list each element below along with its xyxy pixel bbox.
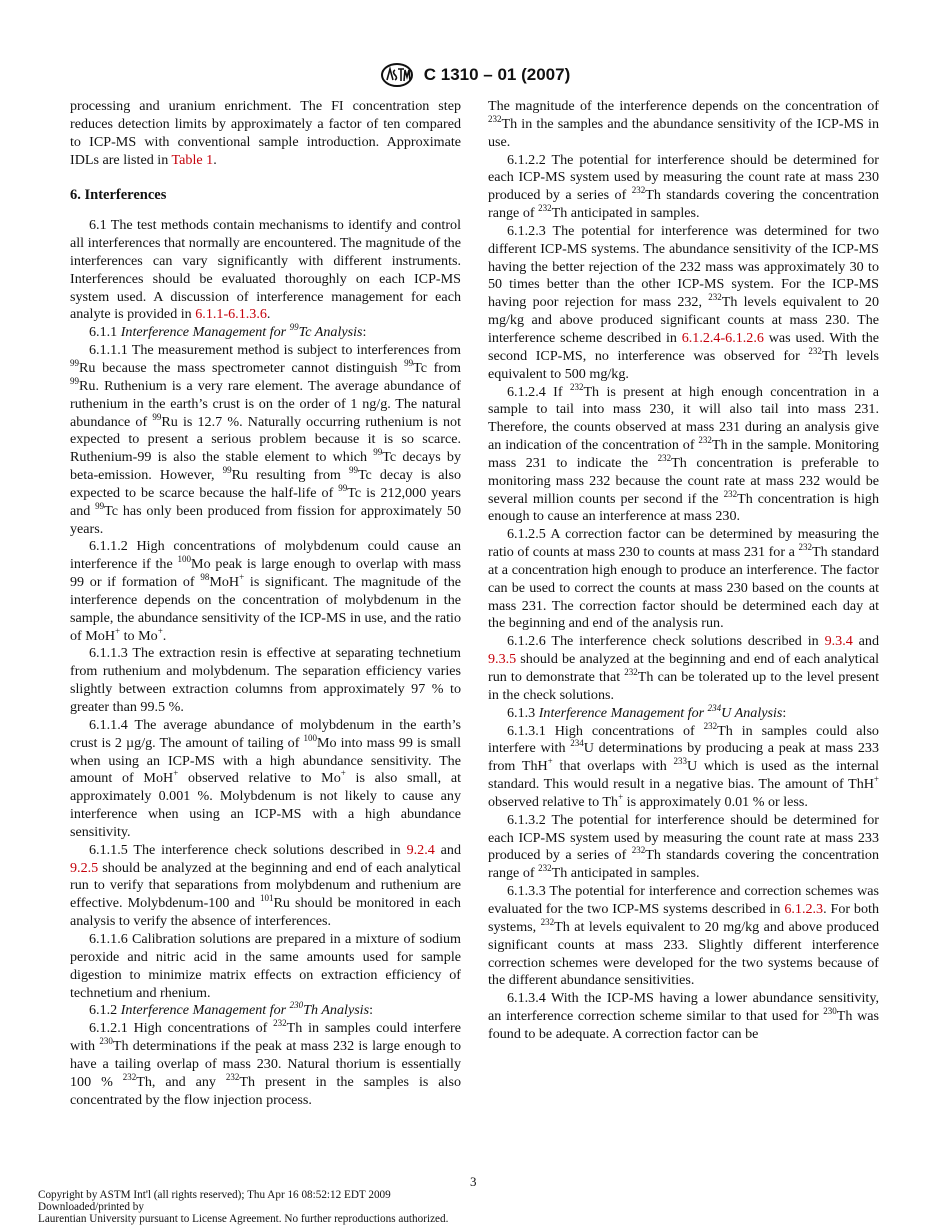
superscript: + (157, 625, 163, 636)
superscript: 232 (540, 916, 555, 927)
footer-line: Copyright by ASTM Int'l (all rights reserved); Thu Apr 16 08:52:12 EDT 2009 (38, 1189, 391, 1201)
superscript: + (239, 572, 245, 583)
superscript: 99 (152, 411, 162, 422)
superscript: 100 (303, 732, 317, 743)
cross-reference-link[interactable]: 6.1.1-6.1.3.6 (195, 306, 267, 323)
italic-title: Interference Management for (538, 704, 708, 721)
text-run: MoH (209, 574, 240, 591)
superscript: 233 (673, 756, 687, 767)
text-run: Th levels equivalent to 500 mg/kg. (488, 347, 879, 382)
intro-paragraph (70, 98, 461, 169)
superscript: + (340, 768, 346, 779)
section-paragraph (488, 990, 879, 1044)
superscript: 232 (808, 345, 822, 356)
text-run: Ru because the mass spectrometer cannot distinguish (79, 359, 405, 376)
text-run: and (434, 841, 461, 858)
text-run: Th anticipated in samples. (551, 205, 700, 222)
italic-title: Th Analysis (303, 1002, 370, 1019)
superscript: 99 (289, 322, 299, 333)
superscript: 99 (70, 357, 79, 368)
text-run: 6.1.2.5 A correction factor can be determined by measuring the ratio of counts at mass 230 to counts at mass 231 for a (488, 526, 879, 561)
superscript: + (115, 625, 121, 636)
text-run: Tc decay is also expected to be scarce because the half-life of (70, 467, 461, 501)
section-paragraph (488, 633, 879, 704)
text-run: Th concentration is high enough to cause an interference at mass 230. (488, 490, 879, 525)
italic-title: Tc Analysis (298, 324, 363, 341)
text-run: Tc from (413, 359, 461, 376)
cross-reference-link[interactable]: Table 1 (171, 151, 214, 168)
section-paragraph (70, 1020, 461, 1109)
superscript: 99 (222, 465, 232, 476)
text-run: Tc is 212,000 years and (70, 484, 461, 519)
text-run: Th standard at a concentration high enough to produce an interference. The factor can be used to correct the counts at mass 230 based on the counts at mass 231. The correction factor should be determined each day at the beginning and end of the analysis run. (488, 544, 879, 632)
cross-reference-link[interactable]: 6.1.2.3 (784, 900, 824, 917)
left-paragraphs (70, 217, 461, 1109)
superscript: 99 (70, 375, 79, 386)
text-run: that overlaps with (552, 758, 674, 775)
text-run: Th determinations if the peak at mass 232 is large enough to have a tailing overlap of mass 230. Natural thorium is essentially 100 % (70, 1038, 461, 1090)
cross-reference-link[interactable]: 6.1.2.4-6.1.2.6 (681, 329, 764, 346)
section-paragraph (70, 842, 461, 931)
text-run: observed relative to Mo (178, 770, 341, 787)
copyright-footer (38, 1189, 448, 1226)
text-run: Th in the samples and the abundance sensitivity of the ICP-MS in use. (488, 115, 879, 150)
italic-title: U Analysis (721, 704, 783, 721)
text-run: 6.1.3.1 High concentrations of (507, 722, 704, 739)
text-run: Th levels equivalent to 20 mg/kg and above produced significant counts at mass 230. The interference scheme described in (488, 294, 879, 346)
text-run: Ru. Ruthenium is a very rare element. The average abundance of ruthenium in the earth’s crust is on the order of 1 ng/g. The natural abundance of (70, 377, 461, 430)
continued-paragraph (488, 98, 879, 152)
superscript: 232 (538, 203, 552, 214)
section-paragraph (70, 217, 461, 324)
text-run: was used. With the second ICP-MS, no interference was observed for (488, 329, 879, 364)
text-run: Th in the sample. Monitoring mass 231 to indicate the (488, 437, 879, 471)
section-paragraph (488, 526, 879, 633)
text-run: should be analyzed at the beginning and end of each analytical run to verify that separations from molybdenum and ruthenium are effective. Molybdenum-100 and (70, 859, 461, 912)
text-run: is also small, at approximately 0.001 %. Molybdenum is not likely to cause any interference when using an ICP-MS with a high abundance sensitivity. (70, 770, 461, 840)
section-paragraph (70, 1002, 461, 1020)
superscript: 101 (259, 893, 274, 904)
superscript: + (873, 774, 879, 785)
right-column (488, 98, 879, 1044)
text-run: 6.1.1.6 Calibration solutions are prepared in a mixture of sodium peroxide and nitric acid in the same amounts used for sample digestion to minimize matrix effects on extraction efficiency of technetium and rhenium. (70, 930, 461, 1001)
text-run: observed relative to Th (488, 793, 619, 810)
text-run: 6.1 The test methods contain mechanisms to identify and control all interferences that normally are encountered. The magnitude of the interferences can vary significantly with different instruments. Interferences should be evaluated thoroughly on each ICP-MS system used. A discussion of interference management for each analyte is provided in (70, 217, 461, 323)
cross-reference-link[interactable]: 9.2.4 (406, 841, 435, 858)
text-run: : (782, 704, 787, 721)
text-run: Th concentration is preferable to monitoring mass 232 because the count rate at mass 232 would be several million counts per second if the (488, 454, 880, 507)
superscript: 232 (488, 113, 502, 124)
superscript: 232 (538, 863, 552, 874)
text-run: U which is used as the internal standard. This would result in a negative bias. The amount of ThH (488, 758, 879, 793)
text-run: 6.1.2 (89, 1002, 121, 1019)
superscript: 230 (823, 1006, 837, 1017)
text-run: Th was found to be adequate. A correction factor can be (488, 1008, 879, 1042)
superscript: 99 (373, 447, 383, 458)
text-run: Th at levels equivalent to 20 mg/kg and above produced significant counts at mass 233. Slightly different interference correction schemes were developed for the two systems because of the different abundance sensitivities. (488, 918, 879, 989)
superscript: 232 (624, 667, 638, 677)
text-run: Th standards covering the concentration range of (488, 187, 879, 222)
text-run: is approximately 0.01 % or less. (623, 793, 808, 810)
text-run: . (266, 306, 271, 323)
superscript: 234 (570, 738, 584, 749)
superscript: 232 (631, 845, 646, 856)
superscript: 232 (703, 720, 718, 731)
cross-reference-link[interactable]: 9.3.4 (824, 633, 853, 650)
text-run: 6.1.2.2 The potential for interference should be determined for each ICP-MS system used by measuring the count rate at mass 230 produced by a series of (488, 151, 879, 204)
text-run: 6.1.2.3 The potential for interference was determined for two different ICP-MS systems. The abundance sensitivity of the ICP-MS having the better rejection of the 232 mass was approximately 30 to 50 times better than the other ICP-MS system. For the ICP-MS having poor rejection for mass 232, (488, 222, 879, 311)
page-number: 3 (470, 1174, 477, 1189)
page-header (0, 62, 950, 88)
text-run: 6.1.2.4 If (507, 383, 570, 400)
text-run: : (369, 1002, 374, 1019)
superscript: 232 (122, 1071, 137, 1082)
superscript: 232 (631, 185, 646, 196)
text-run: The magnitude of the interference depends on the concentration of (488, 98, 879, 114)
text-run: is significant. The magnitude of the interference depends on the concentration of molybdenum in the sample, the abundance sensitivity of the ICP-MS in use, and the ratio of MoH (70, 574, 461, 644)
text-run: 6.1.2.1 High concentrations of (89, 1020, 274, 1037)
left-column (70, 98, 461, 1109)
text-run: 6.1.1.5 The interference check solutions described in (89, 841, 407, 858)
text-run: 6.1.3 (507, 704, 539, 721)
superscript: + (173, 768, 179, 779)
superscript: 99 (95, 500, 105, 511)
text-run: and (852, 633, 879, 650)
text-run: Th, and any (136, 1073, 226, 1090)
section-paragraph (70, 645, 461, 716)
superscript: 232 (569, 381, 584, 392)
text-run: should be analyzed at the beginning and end of each analytical run to demonstrate that (488, 651, 879, 685)
superscript: 232 (273, 1018, 287, 1029)
superscript: 232 (225, 1071, 240, 1082)
italic-title: Interference Management for (120, 324, 290, 341)
text-run: U determinations by producing a peak at mass 233 from ThH (488, 740, 879, 775)
text-run: processing and uranium enrichment. The FI concentration step reduces detection limits by approximately a factor of ten compared to ICP-MS with conventional sample introduction. Approximate IDLs are listed in (70, 98, 461, 168)
section-paragraph (488, 720, 879, 812)
superscript: 99 (338, 482, 348, 493)
text-run: . (213, 151, 217, 168)
text-run: to Mo (120, 627, 158, 644)
superscript: 232 (698, 435, 712, 446)
superscript: 234 (707, 702, 722, 713)
text-run: 6.1.1.3 The extraction resin is effective at separating technetium from ruthenium and molybdenum. The separation efficiency varies slightly between extraction columns from approximately 97 % to greater than 99.5 %. (70, 645, 461, 715)
astm-logo-icon (380, 62, 414, 88)
text-run: Th anticipated in samples. (551, 865, 700, 882)
section-paragraph (488, 812, 879, 883)
section-paragraph (488, 702, 879, 723)
superscript: 98 (200, 572, 210, 583)
superscript: 100 (177, 554, 192, 565)
section-paragraph (488, 223, 879, 384)
text-run: Mo peak is large enough to overlap with mass 99 or if formation of (70, 556, 461, 591)
text-run: Th in samples could interfere with (70, 1020, 461, 1055)
superscript: 232 (723, 488, 738, 499)
italic-title: Interference Management for (120, 1002, 290, 1019)
text-run: 6.1.2.6 The interference check solutions described in (507, 633, 825, 650)
text-run: Ru should be monitored in each analysis to verify the absence of interferences. (70, 895, 461, 930)
footer-line: Laurentian University pursuant to License Agreement. No further reproductions authorized. (38, 1213, 449, 1226)
superscript: 232 (708, 292, 722, 303)
section-paragraph (70, 717, 461, 842)
superscript: 99 (348, 465, 358, 476)
text-run: Th in samples could also interfere with (488, 722, 879, 757)
text-run: Ru is 12.7 %. Naturally occurring ruthenium is not expected to present a serious problem because it is so scarce. Ruthenium-99 is also the stable element to which (70, 413, 461, 466)
section-paragraph (70, 342, 461, 538)
text-run: 6.1.3.2 The potential for interference should be determined for each ICP-MS system used by measuring the count rate at mass 233 produced by a series of (488, 811, 879, 864)
text-run: 6.1.1 (89, 324, 121, 341)
superscript: + (618, 791, 624, 802)
section-paragraph (488, 152, 879, 223)
superscript: 232 (657, 452, 672, 463)
text-run: 6.1.3.3 The potential for interference and correction schemes was evaluated for the two ICP-MS systems described in (488, 883, 879, 917)
text-run: . For both systems, (488, 900, 879, 935)
section-paragraph (70, 931, 461, 1002)
cross-reference-link[interactable]: 9.2.5 (70, 859, 99, 876)
text-run: Mo into mass 99 is small when using an ICP-MS with a high abundance sensitivity. The amount of MoH (70, 734, 461, 787)
footer-line: Downloaded/printed by (38, 1201, 144, 1214)
text-run: 6.1.3.4 With the ICP-MS having a lower abundance sensitivity, an interference correction scheme similar to that used for (488, 990, 879, 1025)
text-run: Th present in the samples is also concentrated by the flow injection process. (70, 1073, 461, 1108)
text-run: : (362, 324, 367, 341)
superscript: 230 (289, 1000, 304, 1011)
superscript: 232 (798, 542, 812, 553)
section-paragraph (70, 324, 461, 342)
text-run: 6.1.1.4 The average abundance of molybdenum in the earth’s crust is 2 µg/g. The amount of tailing of (70, 716, 461, 751)
cross-reference-link[interactable]: 9.3.5 (488, 651, 517, 668)
text-run: Th can be tolerated up to the level present in the check solutions. (488, 669, 879, 703)
text-run: Tc decays by beta-emission. However, (70, 449, 461, 484)
document-title: C 1310 – 01 (2007) (423, 65, 571, 84)
text-run: 6.1.1.2 High concentrations of molybdenum could cause an interference if the (70, 538, 461, 573)
text-run: Th standards covering the concentration range of (488, 847, 879, 882)
superscript: 99 (404, 357, 414, 368)
section-heading: 6. Interferences (70, 187, 167, 204)
text-run: Tc has only been produced from fission for approximately 50 years. (70, 502, 461, 537)
text-run: Ru resulting from (231, 467, 349, 484)
right-paragraphs (488, 152, 879, 1044)
superscript: + (547, 756, 553, 767)
text-run: 6.1.1.1 The measurement method is subject to interferences from (89, 342, 461, 359)
superscript: 230 (99, 1036, 113, 1047)
section-paragraph (488, 381, 880, 527)
section-paragraph (488, 883, 879, 990)
text-run: . (162, 627, 167, 644)
text-run: Th is present at high enough concentration in a sample to tail into mass 230, it will also tail into mass 231. Therefore, the counts observed at mass 231 during an analysis give an indication of the concentration of (488, 383, 879, 454)
section-paragraph (70, 538, 461, 645)
